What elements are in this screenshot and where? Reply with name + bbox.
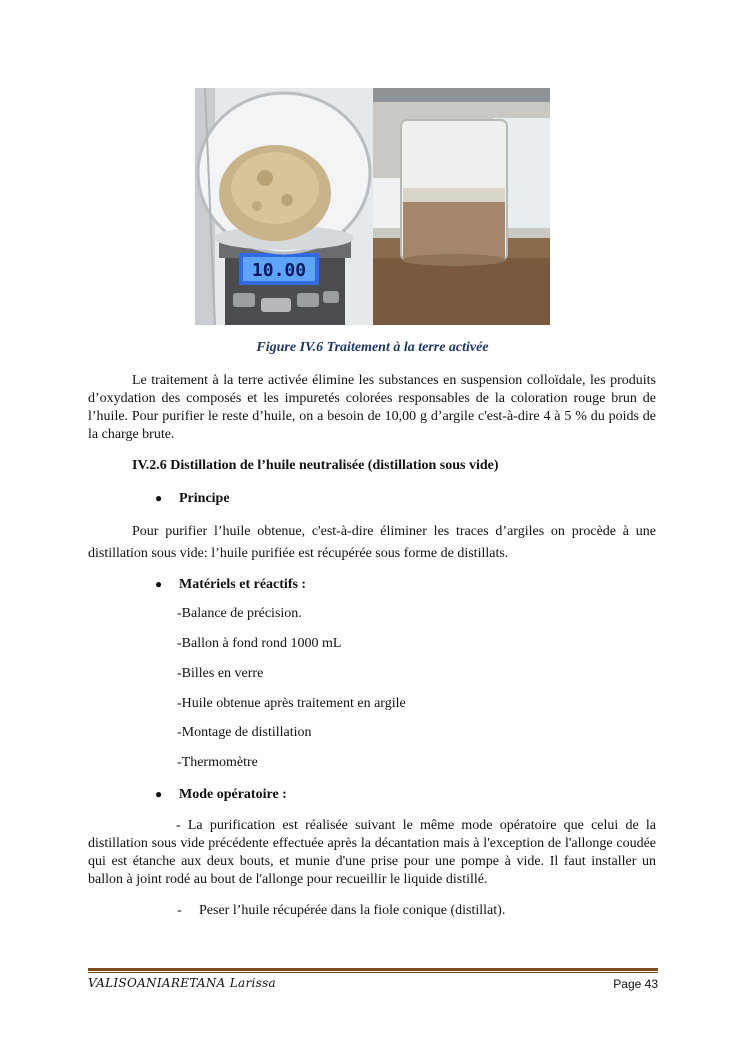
list-item: -Balance de précision. bbox=[177, 606, 302, 621]
figure-photo-clay-on-scale bbox=[195, 88, 373, 325]
section-heading: IV.2.6 Distillation de l’huile neutralisée (distillation sous vide) bbox=[132, 458, 499, 473]
list-item: -Billes en verre bbox=[177, 666, 264, 681]
step-weigh-oil: Peser l’huile récupérée dans la fiole conique (distillat). bbox=[199, 903, 506, 918]
materiels-label: Matériels et réactifs : bbox=[179, 577, 307, 592]
figure-photo-oil-beaker bbox=[373, 88, 550, 325]
oil-beaker-illustration bbox=[373, 88, 550, 325]
bullet-dot: ● bbox=[155, 577, 163, 591]
principe-label: Principe bbox=[179, 491, 230, 506]
step-dash: - bbox=[177, 903, 182, 918]
list-item: -Thermomètre bbox=[177, 755, 258, 770]
footer-author: VALISOANIARETANA Larissa bbox=[88, 976, 277, 990]
bullet-dot: ● bbox=[155, 491, 163, 505]
paragraph-activated-clay: Le traitement à la terre activée élimine les substances en suspension colloïdale, les produits d’oxydation des composés et les impuretés colorées responsables de la coloration rouge brun de l’huile. Pour purifier le reste d’huile, on a besoin de 10,00 g d’argile c'est-à-dire 4 à 5 % du poids de la charge brute. bbox=[88, 373, 656, 442]
list-item: -Montage de distillation bbox=[177, 725, 312, 740]
clay-on-scale-illustration bbox=[195, 88, 373, 325]
bullet-principe bbox=[155, 491, 230, 507]
list-item: -Huile obtenue après traitement en argile bbox=[177, 696, 406, 711]
page-number: Page 43 bbox=[613, 977, 658, 991]
list-item: -Ballon à fond rond 1000 mL bbox=[177, 636, 342, 651]
paragraph-principe: Pour purifier l’huile obtenue, c'est-à-dire éliminer les traces d’argiles on procède à une distillation sous vide: l’huile purifiée est récupérée sous forme de distillats. bbox=[88, 524, 656, 561]
footer-rule-thin bbox=[88, 972, 658, 973]
paragraph-mode-operatoire: - La purification est réalisée suivant le même mode opératoire que celui de la distillation sous vide précédente effectuée après la décantation mais à l'exception de l'allonge coudée qui est étanche aux deux bouts, et munie d'une prise pour une pompe à vide. Il faut installer un ballon à joint rodé au bout de l'allonge pour recueillir le liquide distillé. bbox=[88, 818, 656, 887]
footer-rule bbox=[88, 968, 658, 971]
bullet-dot: ● bbox=[155, 787, 163, 801]
bullet-mode-operatoire bbox=[155, 787, 287, 803]
bullet-materiels bbox=[155, 577, 306, 593]
scale-display: 10.00 bbox=[251, 260, 307, 281]
mode-label: Mode opératoire : bbox=[179, 787, 287, 802]
figure-caption: Figure IV.6 Traitement à la terre activée bbox=[256, 340, 489, 355]
